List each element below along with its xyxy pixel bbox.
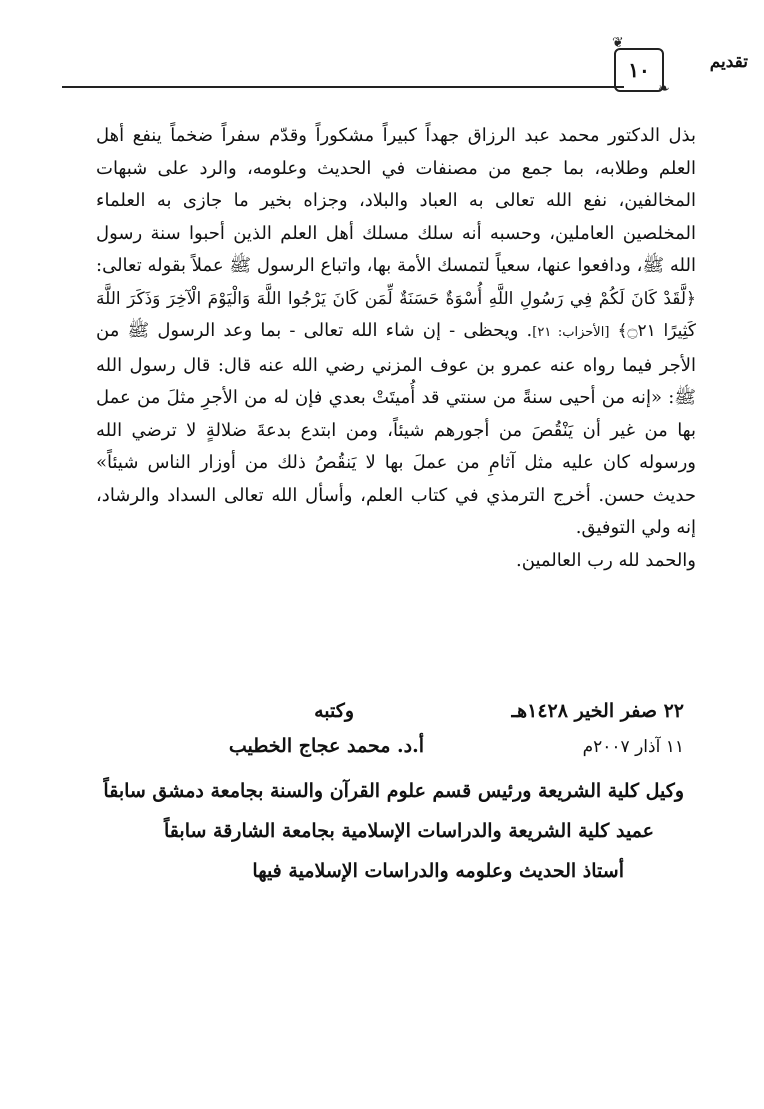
wrote-it-label: وكتبه [314, 700, 354, 722]
date-hijri: ٢٢ صفر الخير ١٤٢٨هـ [511, 700, 684, 722]
author-name: أ.د. محمد عجاج الخطيب [228, 735, 424, 757]
author-title-2: عميد كلية الشريعة والدراسات الإسلامية بجامعة الشارقة سابقاً [164, 820, 654, 842]
quran-verse: ﴿لَّقَدْ كَانَ لَكُمْ فِي رَسُولِ اللَّهِ أُسْوَةٌ حَسَنَةٌ لِّمَن كَانَ يَرْجُوا اللَّهَ وَالْيَوْمَ الْآخِرَ وَذَكَرَ اللَّهَ كَثِيرًا ۝٢١﴾ [96, 288, 696, 341]
page-number-frame [614, 48, 664, 92]
paragraph-text: . ويحظى - إن شاء الله تعالى - بما وعد الرسول ﷺ من الأجر فيما رواه عنه عمرو بن عوف المزني رضي الله عنه قال: قال رسول الله ﷺ: «إنه من أحيى سنةً من سنتي قد أُميتَتْ بعدي فإن له من الأجرِ مثلَ من عمل بها من غير أن يَنْقُصَ من أجورهم شيئاً، ومن ابتدع بدعةَ ضلالةٍ لا ترضي الله ورسوله كان عليه مثل آثامِ من عملَ بها لا يَنقُصُ ذلك من أوزار الناس شيئاً» حديث حسن. أخرج الترمذي في كتاب العلم، وأسأل الله تعالى السداد والرشاد، إنه ولي التوفيق. [96, 320, 696, 538]
closing-line: والحمد لله رب العالمين. [516, 549, 696, 571]
page-number: ١٠ [628, 58, 650, 82]
author-title-3: أستاذ الحديث وعلومه والدراسات الإسلامية فيها [252, 860, 624, 882]
corner-ornament-icon: ❧ [658, 81, 670, 97]
date-gregorian: ١١ آذار ٢٠٠٧م [582, 737, 684, 757]
running-head: تقديم [709, 52, 748, 72]
header-rule [62, 86, 624, 88]
corner-ornament-icon: ❦ [612, 35, 624, 51]
quran-reference: [الأحزاب: ٢١] [532, 325, 610, 340]
paragraph [96, 120, 696, 545]
body-text [96, 120, 696, 577]
author-title-1: وكيل كلية الشريعة ورئيس قسم علوم القرآن والسنة بجامعة دمشق سابقاً [103, 780, 684, 802]
paragraph-text: بذل الدكتور محمد عبد الرزاق جهداً كبيراً مشكوراً وقدّم سفراً ضخماً ينفع أهل العلم وطلابه، بما جمع من مصنفات في الحديث وعلومه، والرد على شبهات المخالفين، نفع الله تعالى به العباد والبلاد، وجزاه بخير ما جازى به العلماء المخلصين العاملين، وحسبه أنه سلك مسلك أهل العلم الذين أحبوا سنة رسول الله ﷺ، ودافعوا عنها، سعياً لتمسك الأمة بها، واتباع الرسول ﷺ عملاً بقوله تعالى: [96, 125, 696, 276]
